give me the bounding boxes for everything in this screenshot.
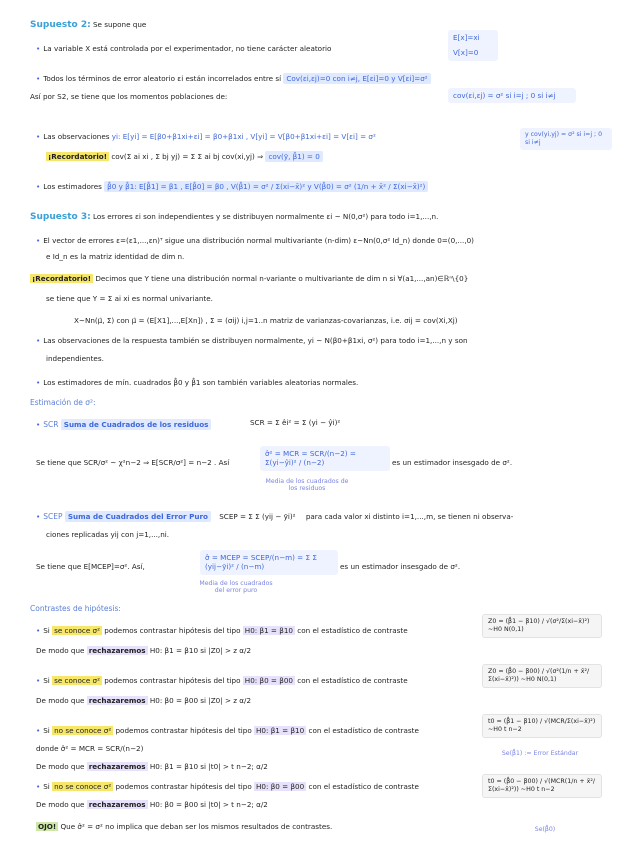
s2-bullet-2: • Todos los términos de error aleatorio εi están incorrelados entre sí Cov(εi,εj)=0 con i≠j, E[εi]=0 y V[εi]=σ² <box>36 74 431 83</box>
scr-formula: SCR = Σ êi² = Σ (yi − ŷi)² <box>250 418 341 427</box>
s3-recordatorio-line: ¡Recordatorio! Decimos que Y tiene una distribución normal n-variante o multivariante de dim n si ∀(a1,...,an)∈ℝⁿ\{0} <box>32 274 469 283</box>
s3-bullet-1: • El vector de errores ε=(ε1,...,εn)ᵀ sigue una distribución normal multivariante (n-dim) ε~Nn(0,σ² Id_n) donde 0=(0,...,0) <box>36 236 474 245</box>
s3-bullet-2: • Las observaciones de la respuesta también se distribuyen normalmente, yi ~ N(β0+β1xi, σ²) para todo i=1,...,n y son <box>36 336 468 345</box>
contraste-3-statistic: t0 = (β̂1 − β10) / √(MCR/Σ(xi−x̄)²) ~H0 t n−2 <box>482 714 602 738</box>
mcep-tail: es un estimador insesgado de σ². <box>340 562 461 571</box>
supuesto-3-heading-line: Supuesto 3: Los errores εi son independientes y se distribuyen normalmente εi ~ N(0,σ²) para todo i=1,...,n. <box>30 212 439 222</box>
mcep-line: Se tiene que E[MCEP]=σ². Así, <box>36 562 145 571</box>
contraste-4-line: • Si no se conoce σ² podemos contrastar hipótesis del tipo H0: β0 = β00 con el estadístico de contraste <box>36 782 419 791</box>
contraste-3-note: Se(β̂1) := Error Estándar <box>501 750 579 757</box>
s2-moments-line: Así por S2, se tiene que los momentos poblaciones de: <box>30 92 228 101</box>
contraste-2-statistic: Z0 = (β̂0 − β00) / √(σ²(1/n + x̄²/Σ(xi−x̄)²)) ~H0 N(0,1) <box>482 664 602 688</box>
s3-bullet-2-cont: independientes. <box>46 354 104 363</box>
ojo-line: OJO! Que σ̂² = σ² no implica que deban ser los mismos resultados de contrastes. <box>38 822 333 831</box>
scr-line: • SCR Suma de Cuadrados de los residuos <box>36 420 211 429</box>
s2-bullet-1: • La variable X está controlada por el experimentador, no tiene carácter aleatorio <box>36 44 332 53</box>
supuesto-3-heading: Supuesto 3: <box>30 212 91 222</box>
s3-recordatorio-line-3: X~Nn(μ⃗, Σ) con μ⃗ = (E[X1],...,E[Xn]) , Σ = (σij) i,j=1..n matriz de varianzas-covarianzas, i.e. σij = cov(Xi,Xj) <box>74 316 458 325</box>
estimacion-heading: Estimación de σ²: <box>30 398 96 407</box>
contraste-2-reject: De modo que rechazaremos H0: β0 = β00 si |Z0| > z α/2 <box>36 696 252 705</box>
contraste-4-note: Se(β̂0) <box>534 826 556 833</box>
contraste-1-reject: De modo que rechazaremos H0: β1 = β10 si |Z0| > z α/2 <box>36 646 252 655</box>
s3-bullet-1-cont: e Id_n es la matriz identidad de dim n. <box>46 252 185 261</box>
mcep-note: Media de los cuadrados del error puro <box>199 580 273 595</box>
scr-note: Media de los cuadrados de los residuos <box>265 478 349 493</box>
contraste-3-reject: De modo que rechazaremos H0: β1 = β10 si |t0| > t n−2; α/2 <box>36 762 268 771</box>
supuesto-2-heading: Supuesto 2: <box>30 20 91 30</box>
scr-expectation-line: Se tiene que SCR/σ² ~ χ²n−2 ⇒ E[SCR/σ²] = n−2 . Así <box>36 458 230 467</box>
s3-recordatorio-line-2: se tiene que Y = Σ ai xi es normal univariante. <box>46 294 213 303</box>
mcep-box: σ̂ = MCEP = SCEP/(n−m) = Σ Σ (yij−ȳi)² / (n−m) <box>200 550 338 575</box>
s2-recordatorio-line: ¡Recordatorio! cov(Σ ai xi , Σ bj yj) = Σ Σ ai bj cov(xi,yj) ⇒ cov(ȳ, β̂1) = 0 <box>46 152 323 161</box>
contraste-4-reject: De modo que rechazaremos H0: β0 = β00 si |t0| > t n−2; α/2 <box>36 800 268 809</box>
scep-title: Suma de Cuadrados del Error Puro <box>65 511 211 522</box>
ojo-badge: OJO! <box>38 822 57 831</box>
s2-expectation-box: E[x]=xi V[x]=0 <box>448 30 498 61</box>
s2-bullet-3: • Las observaciones yi: E[yi] = E[β0+β1xi+εi] = β0+β1xi , V[yi] = V[β0+β1xi+εi] = V[εi] = σ² <box>36 132 376 141</box>
contrastes-heading: Contrastes de hipótesis: <box>30 604 121 613</box>
s2-error-assumptions: Cov(εi,εj)=0 con i≠j, E[εi]=0 y V[εi]=σ² <box>283 73 430 84</box>
contraste-1-line: • Si se conoce σ² podemos contrastar hipótesis del tipo H0: β1 = β10 con el estadístico de contraste <box>36 626 408 635</box>
contraste-2-line: • Si se conoce σ² podemos contrastar hipótesis del tipo H0: β0 = β00 con el estadístico de contraste <box>36 676 408 685</box>
supuesto-2-heading-line <box>30 20 146 31</box>
scr-mcr-box: σ̂² = MCR = SCR/(n−2) = Σ(yi−ŷi)² / (n−2) <box>260 446 390 471</box>
scr-title: Suma de Cuadrados de los residuos <box>61 419 212 430</box>
s2-cov-box: cov(εi,εj) = σ² si i=j ; 0 si i≠j <box>448 88 576 103</box>
supuesto-2-intro: Se supone que <box>92 20 147 29</box>
recordatorio-badge: ¡Recordatorio! <box>48 152 108 161</box>
s3-bullet-3: • Los estimadores de mín. cuadrados β̂0 y β̂1 son también variables aleatorias normales. <box>36 378 359 387</box>
contraste-1-statistic: Z0 = (β̂1 − β10) / √(σ²/Σ(xi−x̄)²) ~H0 N(0,1) <box>482 614 602 638</box>
s2-cov-y-box: y cov(yi,yj) = σ² si i=j ; 0 si i≠j <box>520 128 612 150</box>
contraste-3-line: • Si no se conoce σ² podemos contrastar hipótesis del tipo H0: β1 = β10 con el estadístico de contraste <box>36 726 419 735</box>
contraste-4-statistic: t0 = (β̂0 − β00) / √(MCR(1/n + x̄²/Σ(xi−x̄)²)) ~H0 t n−2 <box>482 774 602 798</box>
scr-estimator-tail: es un estimador insesgado de σ². <box>392 458 513 467</box>
scep-line: • SCEP Suma de Cuadrados del Error Puro SCEP = Σ Σ (yij − ȳi)² para cada valor xi distinto i=1,...,m, se tienen ni observa- <box>36 512 514 521</box>
scep-line-2: ciones replicadas yij con j=1,...,ni. <box>46 530 170 539</box>
s2-bullet-4: • Los estimadores β̂0 y β̂1: E[β̂1] = β1 , E[β̂0] = β0 , V(β̂1) = σ² / Σ(xi−x̄)² y V(β̂0) = σ² (1/n + x̄² / Σ(xi−x̄)²) <box>36 182 428 191</box>
contraste-3-mcr: donde σ̂² = MCR = SCR/(n−2) <box>36 744 144 753</box>
